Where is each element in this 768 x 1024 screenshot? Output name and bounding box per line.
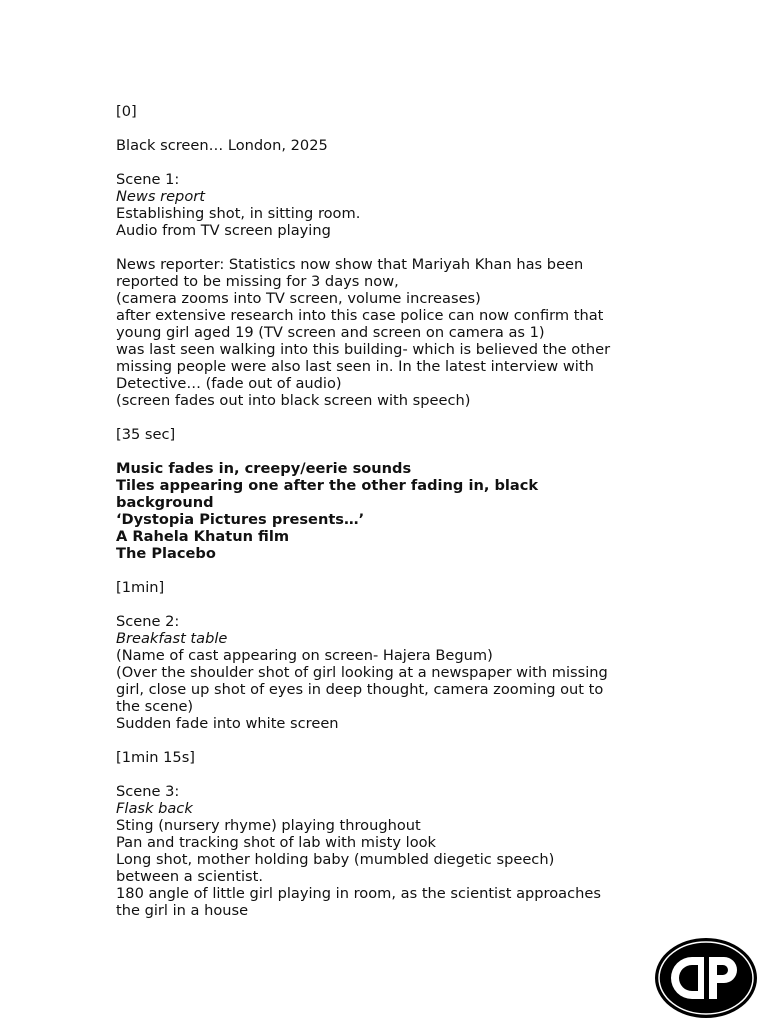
spacer	[116, 732, 656, 749]
scene-subtitle: Flask back	[116, 800, 193, 817]
spacer	[116, 120, 656, 137]
title-line: ‘Dystopia Pictures presents…’	[116, 511, 365, 528]
news-line: reported to be missing for 3 days now,	[116, 273, 399, 290]
timestamp: [35 sec]	[116, 426, 176, 443]
opening-line: Black screen… London, 2025	[116, 137, 328, 154]
title-line: The Placebo	[116, 545, 216, 562]
timestamp: [1min]	[116, 579, 165, 596]
timestamp: [0]	[116, 103, 137, 120]
news-line: young girl aged 19 (TV screen and screen on camera as 1)	[116, 324, 545, 341]
news-line: Detective… (fade out of audio)	[116, 375, 342, 392]
title-line: A Rahela Khatun film	[116, 528, 290, 545]
script-document	[116, 103, 656, 919]
timestamp: [1min 15s]	[116, 749, 196, 766]
news-line: (camera zooms into TV screen, volume increases)	[116, 290, 481, 307]
scene-line: Pan and tracking shot of lab with misty look	[116, 834, 437, 851]
news-line: was last seen walking into this building- which is believed the other	[116, 341, 611, 358]
news-line: after extensive research into this case police can now confirm that	[116, 307, 604, 324]
scene-line: 180 angle of little girl playing in room, as the scientist approaches	[116, 885, 601, 902]
scene-line: girl, close up shot of eyes in deep thought, camera zooming out to	[116, 681, 604, 698]
scene-line: the girl in a house	[116, 902, 249, 919]
scene-line: the scene)	[116, 698, 194, 715]
news-line: News reporter: Statistics now show that Mariyah Khan has been	[116, 256, 584, 273]
scene-line: Audio from TV screen playing	[116, 222, 331, 239]
spacer	[116, 154, 656, 171]
spacer	[116, 409, 656, 426]
news-line: (screen fades out into black screen with speech)	[116, 392, 471, 409]
spacer	[116, 239, 656, 256]
scene-line: between a scientist.	[116, 868, 263, 885]
scene-subtitle: News report	[116, 188, 205, 205]
spacer	[116, 562, 656, 579]
scene-line: Establishing shot, in sitting room.	[116, 205, 361, 222]
scene-line: (Name of cast appearing on screen- Hajera Begum)	[116, 647, 493, 664]
scene-heading: Scene 3:	[116, 783, 180, 800]
scene-heading: Scene 1:	[116, 171, 180, 188]
spacer	[116, 596, 656, 613]
scene-line: (Over the shoulder shot of girl looking at a newspaper with missing	[116, 664, 608, 681]
scene-heading: Scene 2:	[116, 613, 180, 630]
scene-line: Sudden fade into white screen	[116, 715, 339, 732]
dp-logo-icon	[654, 937, 758, 1019]
title-line: Music fades in, creepy/eerie sounds	[116, 460, 412, 477]
news-line: missing people were also last seen in. In the latest interview with	[116, 358, 594, 375]
spacer	[116, 766, 656, 783]
title-line: background	[116, 494, 214, 511]
title-line: Tiles appearing one after the other fading in, black	[116, 477, 539, 494]
scene-line: Sting (nursery rhyme) playing throughout	[116, 817, 421, 834]
spacer	[116, 443, 656, 460]
scene-subtitle: Breakfast table	[116, 630, 228, 647]
scene-line: Long shot, mother holding baby (mumbled diegetic speech)	[116, 851, 555, 868]
